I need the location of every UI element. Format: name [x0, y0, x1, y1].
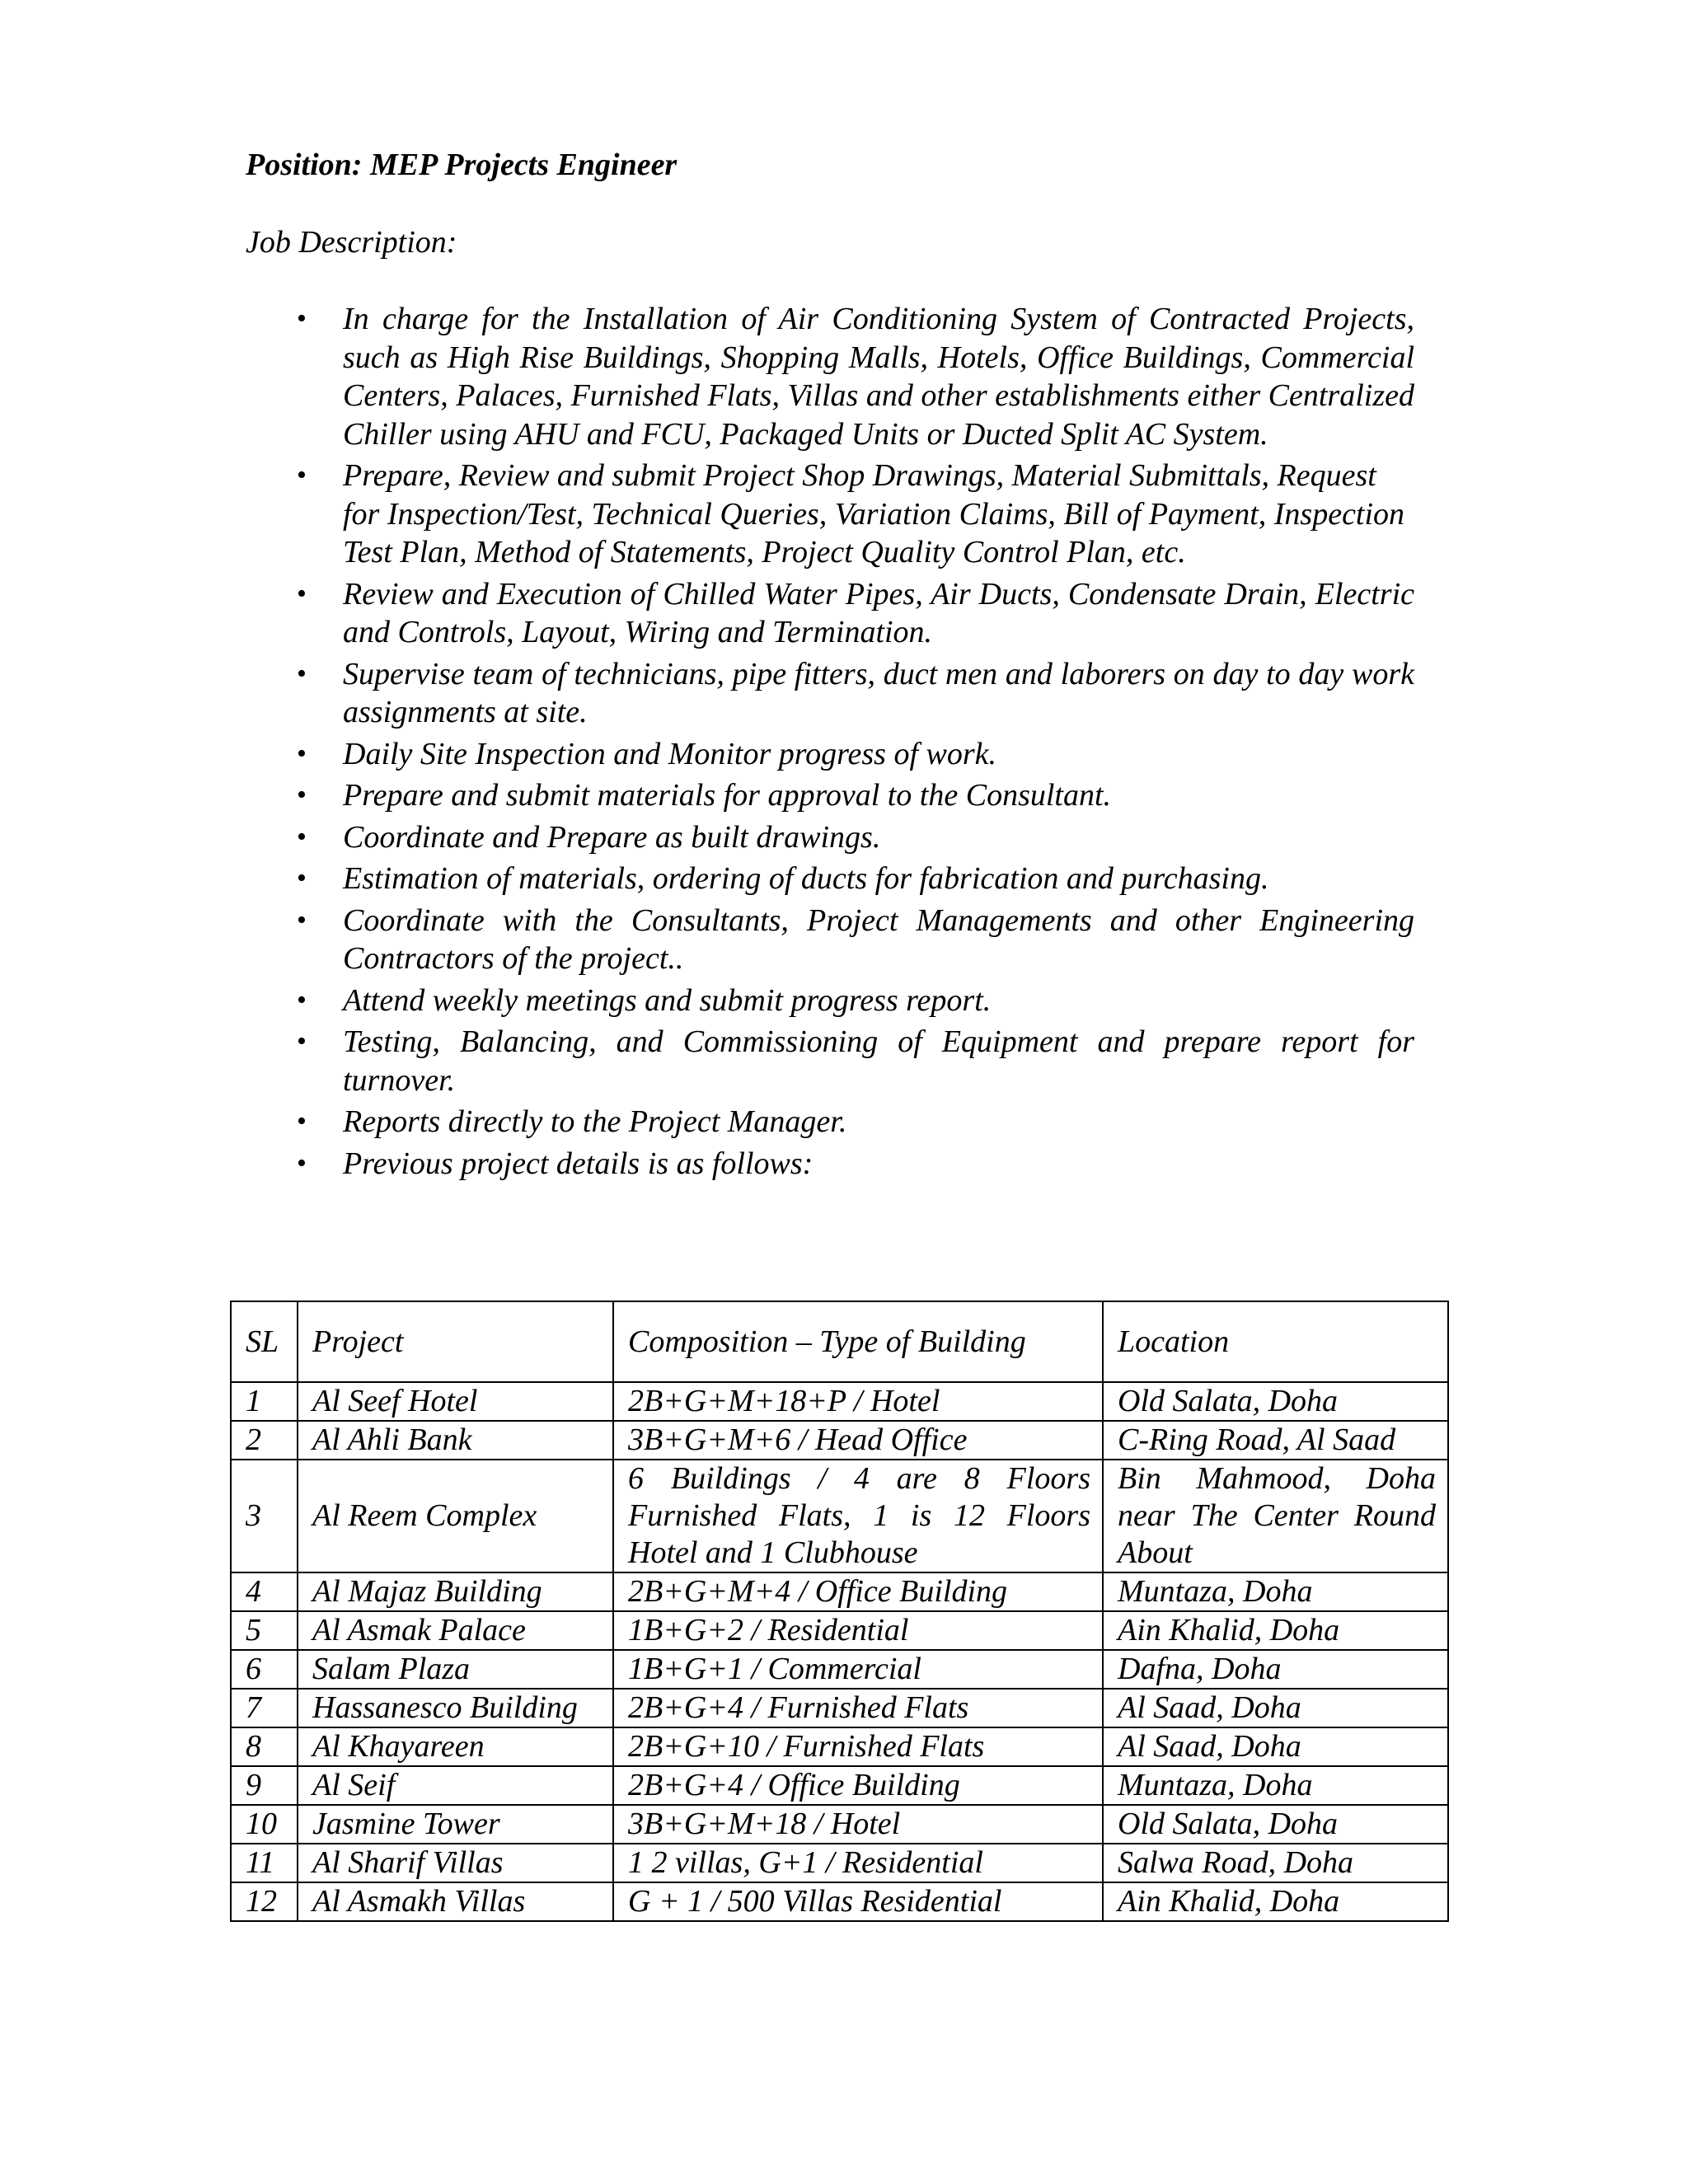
job-description-heading: Job Description:	[246, 225, 457, 260]
cell-composition: 2B+G+4 / Office Building	[613, 1766, 1103, 1805]
table-row	[231, 1460, 1448, 1572]
list-item-text: Testing, Balancing, and Commissioning of Equipment and prepare report for turnover.	[343, 1024, 1414, 1098]
table-row	[231, 1572, 1448, 1611]
header-location: Location	[1103, 1301, 1448, 1382]
cell-location: Muntaza, Doha	[1103, 1766, 1448, 1805]
list-item-text: Attend weekly meetings and submit progress report.	[343, 982, 992, 1018]
list-item	[297, 1023, 1414, 1099]
bullet-icon: •	[297, 863, 307, 893]
cell-location: Old Salata, Doha	[1103, 1382, 1448, 1421]
cell-composition: 2B+G+M+18+P / Hotel	[613, 1382, 1103, 1421]
cell-sl: 1	[231, 1382, 298, 1421]
table-row	[231, 1650, 1448, 1689]
table-row	[231, 1844, 1448, 1882]
cell-sl: 2	[231, 1421, 298, 1460]
position-title: Position: MEP Projects Engineer	[246, 148, 678, 182]
cell-composition: 3B+G+M+6 / Head Office	[613, 1421, 1103, 1460]
list-item-text: Reports directly to the Project Manager.	[343, 1104, 847, 1139]
cell-sl: 6	[231, 1650, 298, 1689]
bullet-icon: •	[297, 303, 307, 334]
cell-location: Al Saad, Doha	[1103, 1727, 1448, 1766]
cell-location: Salwa Road, Doha	[1103, 1844, 1448, 1882]
list-item	[297, 818, 1414, 857]
header-composition: Composition – Type of Building	[613, 1301, 1103, 1382]
cell-composition: 1B+G+2 / Residential	[613, 1611, 1103, 1650]
projects-table-body	[231, 1382, 1448, 1921]
cell-composition: 3B+G+M+18 / Hotel	[613, 1805, 1103, 1844]
list-item-text: Review and Execution of Chilled Water Pipes, Air Ducts, Condensate Drain, Electric and Controls, Layout, Wiring and Termination.	[343, 576, 1414, 649]
cell-sl: 10	[231, 1805, 298, 1844]
list-item-text: Prepare, Review and submit Project Shop Drawings, Material Submittals, Request for Inspection/Test, Technical Queries, Variation Claims, Bill of Payment, Inspection Test Plan, Method of Statements, Project Quality Control Plan, etc.	[343, 458, 1405, 569]
bullet-icon: •	[297, 984, 307, 1015]
bullet-icon: •	[297, 460, 307, 490]
list-item	[297, 457, 1414, 572]
cell-composition: 6 Buildings / 4 are 8 Floors Furnished Flats, 1 is 12 Floors Hotel and 1 Clubhouse	[613, 1460, 1103, 1572]
cell-sl: 5	[231, 1611, 298, 1650]
list-item-text: Daily Site Inspection and Monitor progress of work.	[343, 736, 997, 771]
list-item-text: In charge for the Installation of Air Conditioning System of Contracted Projects, such as High Rise Buildings, Shopping Malls, Hotels, Office Buildings, Commercial Centers, Palaces, Furnished Flats, Villas and other establishments either Centralized Chiller using AHU and FCU, Packaged Units or Ducted Split AC System.	[343, 302, 1414, 452]
cell-project: Al Ahli Bank	[298, 1421, 613, 1460]
cell-project: Hassanesco Building	[298, 1689, 613, 1727]
list-item	[297, 902, 1414, 978]
projects-table	[230, 1301, 1449, 1922]
cell-sl: 9	[231, 1766, 298, 1805]
bullet-icon: •	[297, 780, 307, 810]
table-row	[231, 1882, 1448, 1921]
cell-location: Old Salata, Doha	[1103, 1805, 1448, 1844]
cell-location: Ain Khalid, Doha	[1103, 1611, 1448, 1650]
cell-project: Salam Plaza	[298, 1650, 613, 1689]
list-item-text: Coordinate and Prepare as built drawings.	[343, 819, 881, 855]
cell-project: Al Seif	[298, 1766, 613, 1805]
cell-composition: 1B+G+1 / Commercial	[613, 1650, 1103, 1689]
bullet-icon: •	[297, 1106, 307, 1137]
list-item-text: Estimation of materials, ordering of ducts for fabrication and purchasing.	[343, 861, 1269, 896]
list-item	[297, 982, 1414, 1020]
list-item	[297, 300, 1414, 453]
cell-project: Al Seef Hotel	[298, 1382, 613, 1421]
bullet-icon: •	[297, 904, 307, 935]
table-row	[231, 1382, 1448, 1421]
cell-location: Dafna, Doha	[1103, 1650, 1448, 1689]
table-row	[231, 1727, 1448, 1766]
cell-location: Ain Khalid, Doha	[1103, 1882, 1448, 1921]
cell-composition: 2B+G+10 / Furnished Flats	[613, 1727, 1103, 1766]
table-row	[231, 1766, 1448, 1805]
cell-location: Al Saad, Doha	[1103, 1689, 1448, 1727]
list-item	[297, 575, 1414, 652]
list-item-text: Coordinate with the Consultants, Project Managements and other Engineering Contractors of the project..	[343, 902, 1414, 976]
cell-project: Al Sharif Villas	[298, 1844, 613, 1882]
cell-sl: 12	[231, 1882, 298, 1921]
table-row	[231, 1611, 1448, 1650]
header-sl: SL	[231, 1301, 298, 1382]
cell-project: Al Reem Complex	[298, 1460, 613, 1572]
list-item	[297, 860, 1414, 898]
table-row	[231, 1805, 1448, 1844]
cell-sl: 11	[231, 1844, 298, 1882]
list-item-text: Prepare and submit materials for approval to the Consultant.	[343, 778, 1112, 813]
list-item	[297, 655, 1414, 732]
bullet-icon: •	[297, 1026, 307, 1057]
cell-sl: 4	[231, 1572, 298, 1611]
list-item	[297, 1103, 1414, 1141]
job-description-list	[0, 300, 1688, 1186]
bullet-icon: •	[297, 1147, 307, 1179]
cell-sl: 3	[231, 1460, 298, 1572]
cell-project: Al Asmak Palace	[298, 1611, 613, 1650]
list-item	[297, 735, 1414, 774]
cell-project: Al Asmakh Villas	[298, 1882, 613, 1921]
list-item-text: Supervise team of technicians, pipe fitters, duct men and laborers on day to day work assignments at site.	[343, 656, 1414, 729]
bullet-icon: •	[297, 578, 307, 609]
cell-project: Jasmine Tower	[298, 1805, 613, 1844]
list-item	[297, 776, 1414, 815]
cell-location: C-Ring Road, Al Saad	[1103, 1421, 1448, 1460]
bullet-icon: •	[297, 821, 307, 852]
table-row	[231, 1421, 1448, 1460]
cell-location: Muntaza, Doha	[1103, 1572, 1448, 1611]
table-row	[231, 1689, 1448, 1727]
header-project: Project	[298, 1301, 613, 1382]
cell-composition: 2B+G+4 / Furnished Flats	[613, 1689, 1103, 1727]
cell-project: Al Majaz Building	[298, 1572, 613, 1611]
bullet-icon: •	[297, 738, 307, 769]
cell-project: Al Khayareen	[298, 1727, 613, 1766]
list-item	[297, 1145, 1414, 1183]
cell-sl: 7	[231, 1689, 298, 1727]
cell-sl: 8	[231, 1727, 298, 1766]
cell-composition: G + 1 / 500 Villas Residential	[613, 1882, 1103, 1921]
cell-location: Bin Mahmood, Doha near The Center Round About	[1103, 1460, 1448, 1572]
bullet-icon: •	[297, 658, 307, 689]
cell-composition: 2B+G+M+4 / Office Building	[613, 1572, 1103, 1611]
table-header-row	[231, 1301, 1448, 1382]
cell-composition: 1 2 villas, G+1 / Residential	[613, 1844, 1103, 1882]
list-item-text: Previous project details is as follows:	[343, 1146, 814, 1181]
